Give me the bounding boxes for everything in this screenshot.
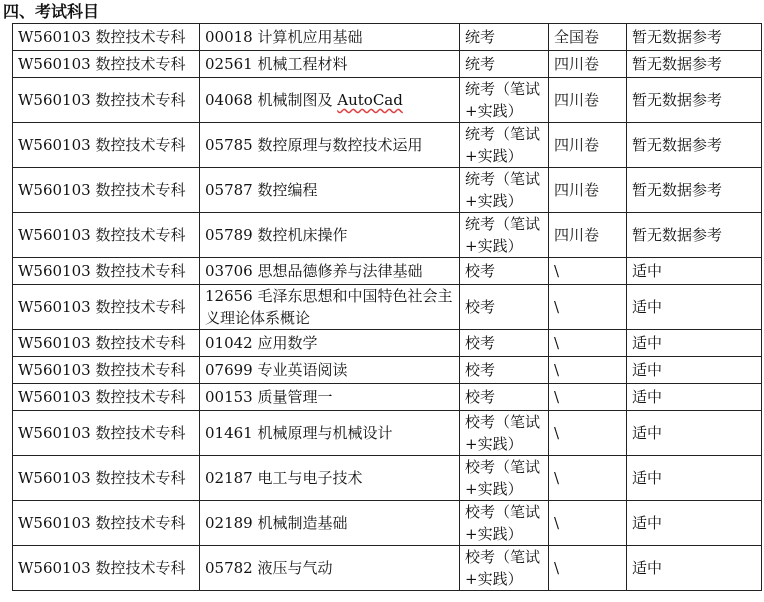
paper-cell: \ <box>549 258 627 285</box>
exam-type-cell: 校考 <box>460 384 549 411</box>
difficulty-cell: 暂无数据参考 <box>627 123 762 168</box>
paper-cell: \ <box>549 357 627 384</box>
course-cell: 02187 电工与电子技术 <box>200 456 460 501</box>
exam-type-cell: 校考（笔试+实践） <box>460 411 549 456</box>
paper-cell: 四川卷 <box>549 123 627 168</box>
difficulty-cell: 适中 <box>627 285 762 330</box>
exam-type-cell: 统考（笔试+实践） <box>460 78 549 123</box>
table-row <box>13 357 762 384</box>
table-body <box>13 24 762 591</box>
major-cell: W560103 数控技术专科 <box>13 168 200 213</box>
table-row <box>13 285 762 330</box>
table-row <box>13 123 762 168</box>
table-row <box>13 51 762 78</box>
table-row <box>13 384 762 411</box>
table-row <box>13 546 762 591</box>
table-row <box>13 258 762 285</box>
major-cell: W560103 数控技术专科 <box>13 501 200 546</box>
major-cell: W560103 数控技术专科 <box>13 384 200 411</box>
exam-type-cell: 统考（笔试+实践） <box>460 123 549 168</box>
paper-cell: \ <box>549 285 627 330</box>
difficulty-cell: 适中 <box>627 411 762 456</box>
table-row <box>13 330 762 357</box>
difficulty-cell: 适中 <box>627 357 762 384</box>
exam-type-cell: 统考（笔试+实践） <box>460 168 549 213</box>
major-cell: W560103 数控技术专科 <box>13 24 200 51</box>
major-cell: W560103 数控技术专科 <box>13 213 200 258</box>
course-cell: 00153 质量管理一 <box>200 384 460 411</box>
major-cell: W560103 数控技术专科 <box>13 330 200 357</box>
major-cell: W560103 数控技术专科 <box>13 78 200 123</box>
difficulty-cell: 适中 <box>627 258 762 285</box>
course-cell: 01461 机械原理与机械设计 <box>200 411 460 456</box>
exam-type-cell: 统考 <box>460 24 549 51</box>
exam-type-cell: 统考（笔试+实践） <box>460 213 549 258</box>
exam-type-cell: 统考 <box>460 51 549 78</box>
course-cell: 00018 计算机应用基础 <box>200 24 460 51</box>
difficulty-cell: 适中 <box>627 501 762 546</box>
difficulty-cell: 适中 <box>627 384 762 411</box>
course-cell: 05782 液压与气动 <box>200 546 460 591</box>
course-cell: 05787 数控编程 <box>200 168 460 213</box>
paper-cell: \ <box>549 330 627 357</box>
table-row <box>13 24 762 51</box>
table-row <box>13 213 762 258</box>
paper-cell: \ <box>549 456 627 501</box>
exam-type-cell: 校考 <box>460 285 549 330</box>
difficulty-cell: 暂无数据参考 <box>627 51 762 78</box>
spellcheck-word: AutoCad <box>337 91 403 109</box>
table-row <box>13 501 762 546</box>
exam-type-cell: 校考（笔试+实践） <box>460 456 549 501</box>
exam-type-cell: 校考 <box>460 258 549 285</box>
table-row <box>13 78 762 123</box>
paper-cell: 四川卷 <box>549 51 627 78</box>
major-cell: W560103 数控技术专科 <box>13 456 200 501</box>
course-cell: 12656 毛泽东思想和中国特色社会主义理论体系概论 <box>200 285 460 330</box>
exam-type-cell: 校考（笔试+实践） <box>460 501 549 546</box>
course-cell: 03706 思想品德修养与法律基础 <box>200 258 460 285</box>
table-row <box>13 168 762 213</box>
exam-type-cell: 校考 <box>460 357 549 384</box>
course-cell: 05789 数控机床操作 <box>200 213 460 258</box>
major-cell: W560103 数控技术专科 <box>13 285 200 330</box>
table-row <box>13 411 762 456</box>
paper-cell: \ <box>549 384 627 411</box>
major-cell: W560103 数控技术专科 <box>13 357 200 384</box>
paper-cell: \ <box>549 546 627 591</box>
paper-cell: 四川卷 <box>549 213 627 258</box>
difficulty-cell: 暂无数据参考 <box>627 78 762 123</box>
major-cell: W560103 数控技术专科 <box>13 51 200 78</box>
course-cell: 02561 机械工程材料 <box>200 51 460 78</box>
difficulty-cell: 适中 <box>627 456 762 501</box>
difficulty-cell: 暂无数据参考 <box>627 168 762 213</box>
paper-cell: \ <box>549 501 627 546</box>
difficulty-cell: 暂无数据参考 <box>627 24 762 51</box>
course-cell: 05785 数控原理与数控技术运用 <box>200 123 460 168</box>
paper-cell: 全国卷 <box>549 24 627 51</box>
paper-cell: \ <box>549 411 627 456</box>
course-cell: 04068 机械制图及 AutoCad <box>200 78 460 123</box>
difficulty-cell: 适中 <box>627 330 762 357</box>
major-cell: W560103 数控技术专科 <box>13 123 200 168</box>
exam-subjects-table <box>12 23 762 591</box>
major-cell: W560103 数控技术专科 <box>13 258 200 285</box>
paper-cell: 四川卷 <box>549 78 627 123</box>
difficulty-cell: 暂无数据参考 <box>627 213 762 258</box>
course-cell: 02189 机械制造基础 <box>200 501 460 546</box>
major-cell: W560103 数控技术专科 <box>13 411 200 456</box>
section-title: 四、考试科目 <box>3 2 100 21</box>
paper-cell: 四川卷 <box>549 168 627 213</box>
difficulty-cell: 适中 <box>627 546 762 591</box>
exam-type-cell: 校考（笔试+实践） <box>460 546 549 591</box>
course-cell: 07699 专业英语阅读 <box>200 357 460 384</box>
table-row <box>13 456 762 501</box>
course-cell: 01042 应用数学 <box>200 330 460 357</box>
exam-type-cell: 校考 <box>460 330 549 357</box>
major-cell: W560103 数控技术专科 <box>13 546 200 591</box>
